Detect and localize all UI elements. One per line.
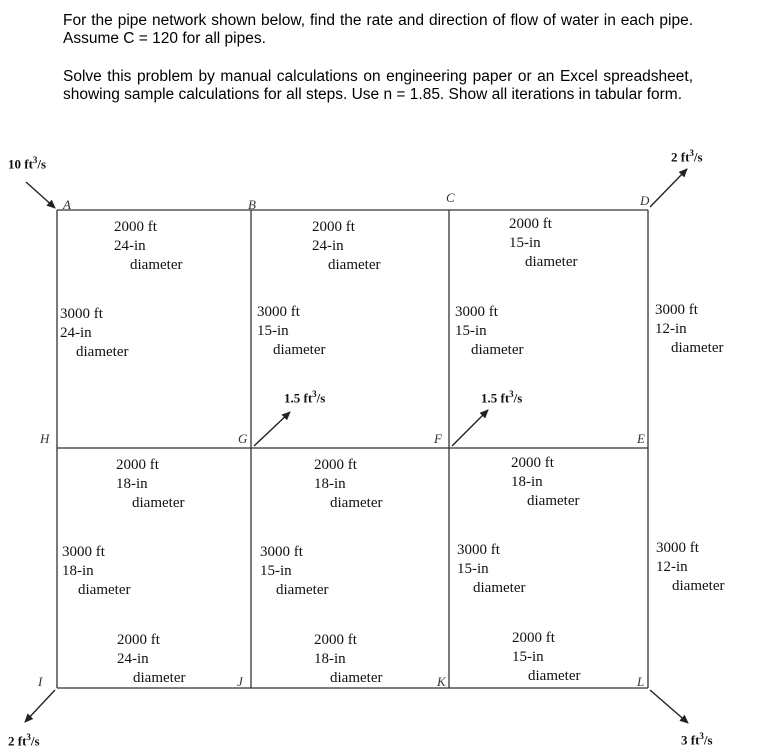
pipe-length: 2000 ft <box>314 457 357 473</box>
pipe-label-BC <box>312 218 380 275</box>
pipe-diameter-word: diameter <box>527 493 580 509</box>
flow-label-outflow-L: 3 $ft^3/s$ <box>681 731 713 748</box>
pipe-label-FE <box>511 454 579 511</box>
pipe-label-HG <box>116 456 184 513</box>
node-label-I: I <box>38 674 43 689</box>
pipe-label-CF <box>455 303 523 360</box>
pipe-diameter-word: diameter <box>328 257 381 273</box>
node-label-A: A <box>63 197 71 212</box>
node-label-C: C <box>446 190 455 205</box>
pipe-diameter-word: diameter <box>273 342 326 358</box>
pipe-label-AB <box>114 218 182 275</box>
pipe-diameter-word: diameter <box>330 495 383 511</box>
pipe-length: 3000 ft <box>60 306 103 322</box>
outflow-arrow-D <box>650 169 687 207</box>
pipe-label-GJ <box>260 543 328 600</box>
pipe-diameter-word: diameter <box>133 670 186 686</box>
node-label-E: E <box>637 431 645 446</box>
pipe-length: 3000 ft <box>62 544 105 560</box>
pipe-size: 15-in <box>509 235 541 251</box>
pipe-label-GF <box>314 456 382 513</box>
pipe-diameter-word: diameter <box>78 582 131 598</box>
node-label-H: H <box>40 431 50 446</box>
pipe-size: 24-in <box>312 238 344 254</box>
pipe-size: 18-in <box>314 476 346 492</box>
pipe-length: 2000 ft <box>117 632 160 648</box>
node-label-J: J <box>237 674 243 689</box>
problem-statement-paragraph-2: Solve this problem by manual calculations on engineering paper or an Excel spreadsheet, showing sample calculations for all steps. Use n = 1.85. Show all iterations in tabular form. <box>63 68 693 103</box>
problem-statement-paragraph-1: For the pipe network shown below, find the rate and direction of flow of water in each pipe. Assume C = 120 for all pipes. <box>63 12 693 47</box>
pipe-length: 2000 ft <box>312 219 355 235</box>
pipe-size: 15-in <box>455 323 487 339</box>
pipe-size: 15-in <box>457 561 489 577</box>
pipe-label-DE <box>655 301 723 358</box>
pipe-label-HI <box>62 543 130 600</box>
flow-label-outflow-I: 2 $ft^3/s$ <box>8 732 40 749</box>
outflow-arrow-G <box>254 412 290 446</box>
pipe-label-KL <box>512 629 580 686</box>
pipe-size: 18-in <box>62 563 94 579</box>
pipe-length: 2000 ft <box>509 216 552 232</box>
pipe-label-AH <box>60 305 128 362</box>
pipe-length: 2000 ft <box>314 632 357 648</box>
pipe-label-CD <box>509 215 577 272</box>
node-label-D: D <box>640 193 650 208</box>
pipe-size: 18-in <box>116 476 148 492</box>
pipe-diameter-word: diameter <box>473 580 526 596</box>
pipe-size: 18-in <box>511 474 543 490</box>
outflow-arrow-I <box>25 690 55 722</box>
pipe-length: 2000 ft <box>511 455 554 471</box>
pipe-size: 15-in <box>257 323 289 339</box>
pipe-diameter-word: diameter <box>525 254 578 270</box>
inflow-arrow-A <box>26 182 55 208</box>
flow-label-inflow-A: 10 $ft^3/s$ <box>8 155 47 172</box>
pipe-size: 15-in <box>260 563 292 579</box>
pipe-length: 3000 ft <box>656 540 699 556</box>
pipe-diameter-word: diameter <box>76 344 129 360</box>
pipe-length: 3000 ft <box>257 304 300 320</box>
pipe-length: 2000 ft <box>512 630 555 646</box>
pipe-label-FK <box>457 541 525 598</box>
pipe-length: 2000 ft <box>116 457 159 473</box>
pipe-diameter-word: diameter <box>671 340 724 356</box>
pipe-label-JK <box>314 631 382 688</box>
pipe-diameter-word: diameter <box>130 257 183 273</box>
node-label-K: K <box>437 674 446 689</box>
pipe-size: 24-in <box>117 651 149 667</box>
node-label-G: G <box>238 431 248 446</box>
flow-label-outflow-D: 2 $ft^3/s$ <box>671 148 703 165</box>
pipe-diameter-word: diameter <box>330 670 383 686</box>
node-label-B: B <box>248 197 256 212</box>
pipe-label-EL <box>656 539 724 596</box>
pipe-diameter-word: diameter <box>471 342 524 358</box>
pipe-length: 3000 ft <box>455 304 498 320</box>
node-label-L: L <box>637 674 645 689</box>
pipe-diameter-word: diameter <box>276 582 329 598</box>
pipe-length: 3000 ft <box>457 542 500 558</box>
pipe-diameter-word: diameter <box>528 668 581 684</box>
pipe-diameter-word: diameter <box>132 495 185 511</box>
outflow-arrow-F <box>452 410 488 446</box>
pipe-label-BG <box>257 303 325 360</box>
pipe-size: 12-in <box>656 559 688 575</box>
pipe-size: 24-in <box>114 238 146 254</box>
pipe-size: 18-in <box>314 651 346 667</box>
pipe-length: 2000 ft <box>114 219 157 235</box>
flow-label-outflow-G: 1.5 $ft^3/s$ <box>284 389 326 406</box>
pipe-label-IJ <box>117 631 185 688</box>
pipe-length: 3000 ft <box>655 302 698 318</box>
node-label-F: F <box>434 431 442 446</box>
pipe-size: 24-in <box>60 325 92 341</box>
pipe-length: 3000 ft <box>260 544 303 560</box>
pipe-diameter-word: diameter <box>672 578 725 594</box>
pipe-size: 12-in <box>655 321 687 337</box>
pipe-size: 15-in <box>512 649 544 665</box>
flow-label-outflow-F: 1.5 $ft^3/s$ <box>481 389 523 406</box>
outflow-arrow-L <box>650 690 688 723</box>
